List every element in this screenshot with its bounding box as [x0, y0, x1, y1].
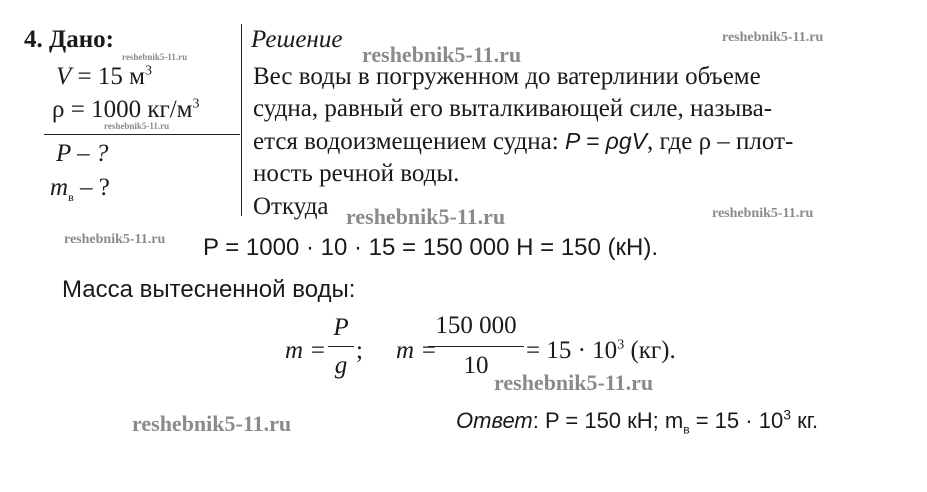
solution-line-3: ется водоизмещением судна: P = ρgV, где ρ – плот-	[253, 128, 794, 155]
solution-heading: Решение	[251, 26, 343, 53]
watermark: reshebnik5-11.ru	[494, 370, 654, 395]
solution-line-1: Вес воды в погруженном до ватерлинии объеме	[253, 63, 761, 90]
solution-line-2: судна, равный его выталкивающей силе, называ-	[253, 95, 773, 122]
mass-result: = $15 \cdot 10^3$ (кг).	[526, 337, 676, 364]
mass-formula-separator: ;	[356, 337, 363, 364]
watermark: reshebnik5-11.ru	[362, 42, 522, 67]
watermark: reshebnik5-11.ru	[122, 52, 188, 62]
fraction-numerator-value: 150 000	[435, 312, 517, 339]
solution-line-4: ность речной воды.	[253, 160, 460, 187]
given-solution-divider	[241, 24, 242, 216]
answer: Ответ: P = 150 кН; $m_в = 15 \cdot 10^3$ кг.	[456, 406, 819, 437]
watermark: reshebnik5-11.ru	[346, 204, 506, 229]
problem-number-label: 4. Дано:	[24, 26, 114, 53]
mass-formula-m2: m =	[396, 337, 438, 364]
given-find-divider	[44, 134, 240, 135]
fraction-denominator-g: g	[334, 352, 348, 379]
mass-formula-m1: m =	[285, 337, 327, 364]
watermark: reshebnik5-11.ru	[712, 206, 814, 221]
fraction-bar	[428, 346, 524, 347]
find-mass: $m_в$ – ?	[50, 174, 110, 204]
watermark: reshebnik5-11.ru	[104, 121, 170, 131]
given-volume: V = 15 $м^3$	[56, 63, 152, 90]
mass-intro: Масса вытесненной воды:	[62, 276, 356, 303]
watermark: reshebnik5-11.ru	[132, 411, 292, 436]
watermark: reshebnik5-11.ru	[64, 232, 166, 247]
find-weight: P – ?	[56, 140, 109, 167]
weight-calculation: P = 1000 · 10 · 15 = 150 000 Н = 150 (кН).	[203, 234, 659, 261]
fraction-denominator-value: 10	[463, 352, 489, 379]
watermark: reshebnik5-11.ru	[722, 30, 824, 45]
otkuda-label: Откуда	[253, 193, 329, 220]
given-density: ρ = 1000 $кг/м^3$	[52, 96, 200, 123]
fraction-bar	[328, 346, 354, 347]
fraction-numerator-p: P	[333, 314, 349, 341]
